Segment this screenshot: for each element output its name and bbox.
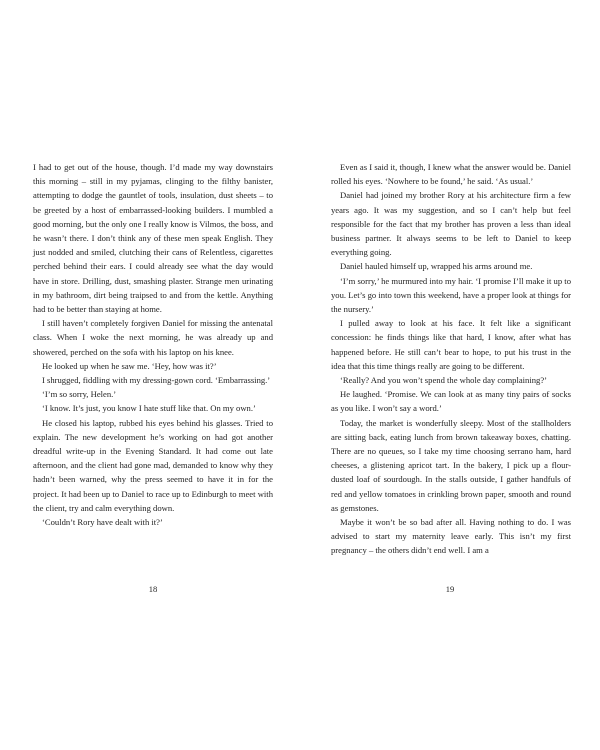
paragraph: He looked up when he saw me. ‘Hey, how was it?’ xyxy=(42,360,217,371)
right-page-text xyxy=(331,160,571,558)
left-page-number: 18 xyxy=(148,584,158,594)
right-page-number: 19 xyxy=(445,584,455,594)
paragraph: Daniel had joined my brother Rory at his architecture firm a few years ago. It was my suggestion, and so I can’t help but feel responsible for the fact that my brother has proven a less than ideal business partner. It always seems to be left to Daniel to keep everything going. xyxy=(331,190,571,258)
paragraph: He laughed. ‘Promise. We can look at as many tiny pairs of socks as you like. I won’t say a word.’ xyxy=(331,389,571,414)
paragraph: ‘Really? And you won’t spend the whole day complaining?’ xyxy=(340,375,548,386)
paragraph: Maybe it won’t be so bad after all. Having nothing to do. I was advised to start my maternity leave early. This isn’t my first pregnancy – the others didn’t end well. I am a xyxy=(331,517,571,556)
paragraph: ‘Couldn’t Rory have dealt with it?’ xyxy=(42,517,163,528)
paragraph: Daniel hauled himself up, wrapped his arms around me. xyxy=(340,261,533,272)
left-page-text xyxy=(33,160,273,529)
paragraph: Even as I said it, though, I knew what the answer would be. Daniel rolled his eyes. ‘Nowhere to be found,’ he said. ‘As usual.’ xyxy=(331,162,571,187)
paragraph: ‘I’m so sorry, Helen.’ xyxy=(42,389,117,400)
paragraph: I pulled away to look at his face. It felt like a significant concession: he finds things like that hard, I know, after what has happened before. He still can’t bear to hope, to put his trust in the idea that this time things really are going to be different. xyxy=(331,318,571,371)
paragraph: I still haven’t completely forgiven Daniel for missing the antenatal class. When I woke the next morning, he was already up and showered, perched on the sofa with his laptop on his knee. xyxy=(33,318,273,357)
paragraph: I shrugged, fiddling with my dressing-gown cord. ‘Embarrassing.’ xyxy=(42,375,271,386)
paragraph: Today, the market is wonderfully sleepy. Most of the stallholders are sitting back, eating lunch from brown takeaway boxes, chatting. There are no queues, so I take my time choosing serrano ham, hard cheeses, a glistening apricot tart. In the bakery, I pick up a flour-dusted loaf of sourdough. In the stalls outside, I gather handfuls of red and yellow tomatoes in crinkling brown paper, smooth and round as gemstones. xyxy=(331,417,571,513)
paragraph: ‘I’m sorry,’ he murmured into my hair. ‘I promise I’ll make it up to you. Let’s go into town this weekend, have a proper look at things for the nursery.’ xyxy=(331,275,571,315)
paragraph: I had to get out of the house, though. I’d made my way downstairs this morning – still in my pyjamas, clinging to the filthy banister, attempting to dodge the gauntlet of tools, insulation, dust sheets – to be greeted by a host of embarrassed-looking builders. I mumbled a good morning, but the only one I really know is Vilmos, the boss, and he wasn’t there. I don’t think any of these men speak English. They just nodded and smiled, clutching their cans of Relentless, cigarettes perched behind their ears. I could already see what the day would have in store. Drilling, dust, smashing plaster. Strange men urinating in my bathroom, dirt being traipsed to and from the kettle. Anything had to be better than staying at home. xyxy=(33,162,273,315)
paragraph: ‘I know. It’s just, you know I hate stuff like that. On my own.’ xyxy=(42,403,256,414)
paragraph: He closed his laptop, rubbed his eyes behind his glasses. Tried to explain. The new development he’s working on had got another dreadful write-up in the Evening Standard. It had come out late afternoon, and the client had gone mad, demanded to know why they hadn’t been warned, why the press seemed to have it in for the project. It had been up to Daniel to race up to Edinburgh to meet with the client, try and calm everything down. xyxy=(33,417,273,513)
